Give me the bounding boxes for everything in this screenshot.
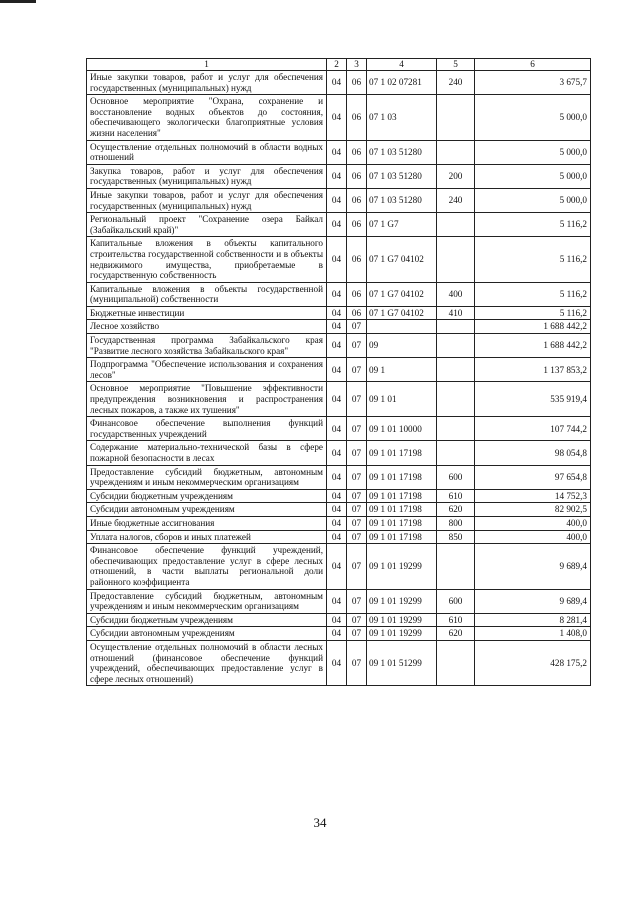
row-expense-type [437,95,475,140]
row-subsection: 07 [347,503,367,517]
row-expense-type: 850 [437,530,475,544]
row-expense-type: 620 [437,503,475,517]
row-section: 04 [327,640,347,685]
row-subsection: 07 [347,465,367,489]
row-amount: 5 000,0 [475,164,591,188]
row-target-article: 09 1 01 19299 [367,627,437,641]
row-expense-type [437,358,475,382]
row-target-article: 09 1 01 17198 [367,516,437,530]
row-section: 04 [327,164,347,188]
row-amount: 5 000,0 [475,188,591,212]
row-amount: 107 744,2 [475,417,591,441]
row-subsection: 06 [347,71,367,95]
row-target-article: 09 1 01 19299 [367,544,437,589]
row-expense-type: 800 [437,516,475,530]
row-amount: 5 000,0 [475,95,591,140]
table-row [87,95,591,140]
row-expense-type: 610 [437,489,475,503]
row-amount: 1 408,0 [475,627,591,641]
row-section: 04 [327,589,347,613]
row-section: 04 [327,503,347,517]
row-amount: 535 919,4 [475,382,591,417]
row-section: 04 [327,489,347,503]
row-subsection: 07 [347,334,367,358]
header-cell-name: 1 [87,59,327,71]
table-row [87,213,591,237]
row-name: Осуществление отдельных полномочий в области водных отношений [87,140,327,164]
budget-table [86,58,591,686]
row-amount: 82 902,5 [475,503,591,517]
table-row [87,441,591,465]
row-name: Основное мероприятие "Повышение эффективности предупреждения возникновения и распространения лесных пожаров, а также их тушения" [87,382,327,417]
row-name: Основное мероприятие "Охрана, сохранение и восстановление водных объектов до состояния, обеспечивающего экологически благоприятные условия жизни населения" [87,95,327,140]
row-name: Иные закупки товаров, работ и услуг для обеспечения государственных (муниципальных) нужд [87,188,327,212]
row-name: Государственная программа Забайкальского края "Развитие лесного хозяйства Забайкальского края" [87,334,327,358]
row-amount: 9 689,4 [475,589,591,613]
row-target-article: 09 1 01 19299 [367,589,437,613]
table-row [87,544,591,589]
row-name: Уплата налогов, сборов и иных платежей [87,530,327,544]
row-expense-type [437,213,475,237]
row-subsection: 07 [347,516,367,530]
row-target-article: 07 1 G7 [367,213,437,237]
row-target-article: 07 1 G7 04102 [367,237,437,282]
row-target-article: 09 1 01 51299 [367,640,437,685]
table-row [87,164,591,188]
header-cell-amount: 6 [475,59,591,71]
row-subsection: 07 [347,382,367,417]
row-target-article: 07 1 G7 04102 [367,306,437,320]
row-target-article: 07 1 03 51280 [367,140,437,164]
row-section: 04 [327,237,347,282]
row-subsection: 06 [347,164,367,188]
row-target-article: 09 [367,334,437,358]
row-expense-type [437,334,475,358]
row-amount: 400,0 [475,530,591,544]
row-subsection: 07 [347,613,367,627]
table-row [87,71,591,95]
row-amount: 14 752,3 [475,489,591,503]
row-expense-type [437,320,475,334]
row-expense-type: 240 [437,71,475,95]
row-target-article: 07 1 G7 04102 [367,282,437,306]
header-row [87,59,591,71]
row-subsection: 07 [347,544,367,589]
row-name: Осуществление отдельных полномочий в области лесных отношений (финансовое обеспечение функций учреждений, обеспечивающих предоставление услуг в сфере лесных отношений) [87,640,327,685]
row-expense-type: 410 [437,306,475,320]
row-target-article: 09 1 [367,358,437,382]
row-expense-type: 620 [437,627,475,641]
row-name: Капитальные вложения в объекты государственной (муниципальной) собственности [87,282,327,306]
row-name: Субсидии бюджетным учреждениям [87,489,327,503]
row-target-article: 07 1 03 [367,95,437,140]
table-row [87,334,591,358]
table-row [87,140,591,164]
row-target-article: 09 1 01 17198 [367,530,437,544]
row-name: Субсидии автономным учреждениям [87,627,327,641]
row-amount: 9 689,4 [475,544,591,589]
row-section: 04 [327,213,347,237]
table-row [87,516,591,530]
row-amount: 5 116,2 [475,213,591,237]
row-subsection: 06 [347,306,367,320]
corner-mark [0,0,36,3]
row-section: 04 [327,417,347,441]
row-section: 04 [327,382,347,417]
table-row [87,282,591,306]
row-expense-type [437,544,475,589]
row-subsection: 06 [347,237,367,282]
table-row [87,465,591,489]
row-name: Финансовое обеспечение функций учреждений, обеспечивающих предоставление услуг в сфере лесных отношений, в части выплаты региональной доли районного коэффициента [87,544,327,589]
row-target-article: 07 1 03 51280 [367,188,437,212]
header-cell-section: 2 [327,59,347,71]
row-name: Иные закупки товаров, работ и услуг для обеспечения государственных (муниципальных) нужд [87,71,327,95]
row-expense-type: 400 [437,282,475,306]
row-target-article: 07 1 03 51280 [367,164,437,188]
row-amount: 5 116,2 [475,282,591,306]
row-section: 04 [327,140,347,164]
row-target-article: 07 1 02 07281 [367,71,437,95]
row-amount: 1 688 442,2 [475,334,591,358]
row-name: Бюджетные инвестиции [87,306,327,320]
row-amount: 98 054,8 [475,441,591,465]
row-section: 04 [327,282,347,306]
table-row [87,382,591,417]
row-section: 04 [327,441,347,465]
header-cell-subsection: 3 [347,59,367,71]
table-row [87,489,591,503]
row-amount: 1 688 442,2 [475,320,591,334]
row-subsection: 07 [347,417,367,441]
header-cell-expense-type: 5 [437,59,475,71]
row-section: 04 [327,334,347,358]
row-section: 04 [327,465,347,489]
table-row [87,627,591,641]
row-name: Финансовое обеспечение выполнения функций государственных учреждений [87,417,327,441]
row-subsection: 06 [347,95,367,140]
row-amount: 5 116,2 [475,306,591,320]
row-subsection: 06 [347,282,367,306]
row-amount: 400,0 [475,516,591,530]
row-section: 04 [327,516,347,530]
table-row [87,613,591,627]
row-expense-type [437,140,475,164]
row-subsection: 06 [347,188,367,212]
table-row [87,306,591,320]
row-amount: 1 137 853,2 [475,358,591,382]
table-row [87,188,591,212]
table-row [87,530,591,544]
row-subsection: 07 [347,627,367,641]
row-subsection: 06 [347,140,367,164]
row-name: Предоставление субсидий бюджетным, автономным учреждениям и иным некоммерческим организациям [87,589,327,613]
row-section: 04 [327,358,347,382]
row-amount: 5 116,2 [475,237,591,282]
row-section: 04 [327,306,347,320]
row-name: Иные бюджетные ассигнования [87,516,327,530]
table-row [87,417,591,441]
row-target-article: 09 1 01 17198 [367,465,437,489]
row-expense-type: 600 [437,465,475,489]
row-expense-type: 240 [437,188,475,212]
row-target-article: 09 1 01 17198 [367,441,437,465]
table-row [87,503,591,517]
row-subsection: 07 [347,358,367,382]
row-amount: 5 000,0 [475,140,591,164]
table-row [87,640,591,685]
row-name: Региональный проект "Сохранение озера Байкал (Забайкальский край)" [87,213,327,237]
row-section: 04 [327,71,347,95]
row-target-article: 09 1 01 10000 [367,417,437,441]
row-target-article: 09 1 01 17198 [367,489,437,503]
page-number: 34 [313,815,327,830]
table-row [87,589,591,613]
row-name: Закупка товаров, работ и услуг для обеспечения государственных (муниципальных) нужд [87,164,327,188]
row-section: 04 [327,613,347,627]
row-name: Капитальные вложения в объекты капитального строительства государственной собственности и в объекты недвижимого имущества, приобретаемые в государственную собственность [87,237,327,282]
row-amount: 8 281,4 [475,613,591,627]
row-section: 04 [327,320,347,334]
row-name: Предоставление субсидий бюджетным, автономным учреждениям и иным некоммерческим организациям [87,465,327,489]
row-target-article: 09 1 01 [367,382,437,417]
row-expense-type [437,237,475,282]
row-subsection: 07 [347,320,367,334]
row-expense-type [437,382,475,417]
row-expense-type [437,441,475,465]
row-expense-type [437,640,475,685]
row-section: 04 [327,627,347,641]
row-amount: 3 675,7 [475,71,591,95]
table-row [87,320,591,334]
row-name: Лесное хозяйство [87,320,327,334]
row-name: Подпрограмма "Обеспечение использования и сохранения лесов" [87,358,327,382]
row-name: Субсидии автономным учреждениям [87,503,327,517]
row-section: 04 [327,95,347,140]
row-subsection: 07 [347,441,367,465]
row-section: 04 [327,544,347,589]
row-name: Содержание материально-технической базы в сфере пожарной безопасности в лесах [87,441,327,465]
row-subsection: 07 [347,640,367,685]
row-subsection: 06 [347,213,367,237]
row-target-article: 09 1 01 17198 [367,503,437,517]
row-expense-type: 200 [437,164,475,188]
row-subsection: 07 [347,489,367,503]
row-subsection: 07 [347,530,367,544]
row-amount: 97 654,8 [475,465,591,489]
row-target-article: 09 1 01 19299 [367,613,437,627]
row-subsection: 07 [347,589,367,613]
row-amount: 428 175,2 [475,640,591,685]
row-section: 04 [327,188,347,212]
row-name: Субсидии бюджетным учреждениям [87,613,327,627]
row-expense-type: 600 [437,589,475,613]
row-expense-type: 610 [437,613,475,627]
row-target-article [367,320,437,334]
row-section: 04 [327,530,347,544]
table-row [87,237,591,282]
table-row [87,358,591,382]
header-cell-target-article: 4 [367,59,437,71]
row-expense-type [437,417,475,441]
